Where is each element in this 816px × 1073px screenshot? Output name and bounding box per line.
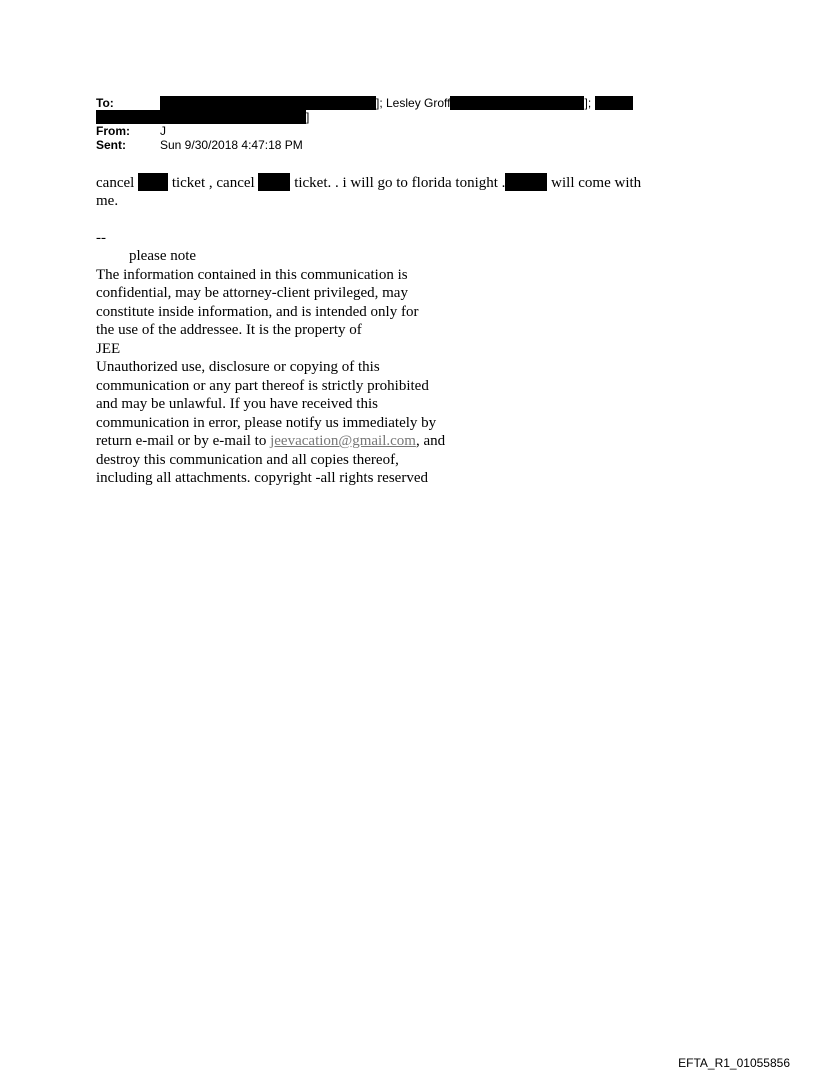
from-label: From: bbox=[96, 124, 130, 138]
signature-line: confidential, may be attorney-client privileged, may bbox=[96, 285, 408, 301]
to-value bbox=[160, 96, 633, 110]
sent-value: Sun 9/30/2018 4:47:18 PM bbox=[160, 138, 303, 152]
signature-line: destroy this communication and all copies thereof, bbox=[96, 451, 399, 468]
spacer bbox=[96, 210, 716, 229]
redaction-box bbox=[96, 110, 306, 124]
signature-line: Unauthorized use, disclosure or copying of this bbox=[96, 359, 380, 375]
redaction-box bbox=[258, 173, 290, 191]
signature-line: the use of the addressee. It is the property of bbox=[96, 322, 362, 338]
to-close-bracket: ] bbox=[306, 110, 310, 124]
sent-label: Sent: bbox=[96, 138, 126, 152]
sent-row bbox=[96, 138, 696, 152]
signature-line: constitute inside information, and is intended only for bbox=[96, 303, 419, 320]
email-link[interactable]: jeevacation@gmail.com bbox=[270, 433, 416, 449]
message-text: will come with bbox=[551, 175, 642, 191]
signature-line: JEE bbox=[96, 340, 121, 357]
signature-line: and may be unlawful. If you have received this bbox=[96, 396, 378, 412]
email-header bbox=[96, 96, 696, 152]
signature-line-with-link bbox=[96, 432, 716, 451]
redaction-box bbox=[160, 96, 376, 110]
message-text: ticket , cancel bbox=[171, 175, 255, 191]
signature-line: communication in error, please notify us immediately by bbox=[96, 414, 437, 431]
document-id: EFTA_R1_01055856 bbox=[678, 1056, 790, 1070]
to-visible-fragment: ]; Lesley Groff bbox=[376, 96, 451, 110]
to-separator: ]; bbox=[584, 96, 592, 110]
signature-line: communication or any part thereof is strictly prohibited bbox=[96, 377, 429, 394]
signature-dashes: -- bbox=[96, 229, 106, 246]
email-body bbox=[96, 173, 716, 488]
redaction-box bbox=[505, 173, 547, 191]
to-row bbox=[96, 96, 696, 110]
redaction-box bbox=[138, 173, 168, 191]
signature-line: including all attachments. copyright -all rights reserved bbox=[96, 470, 428, 486]
redaction-box bbox=[595, 96, 633, 110]
to-row-continued bbox=[96, 110, 696, 124]
signature-line: The information contained in this communication is bbox=[96, 266, 408, 283]
message-line bbox=[96, 173, 716, 192]
redaction-box bbox=[450, 96, 584, 110]
from-value: J bbox=[160, 124, 166, 138]
message-text: cancel bbox=[96, 175, 135, 191]
from-row bbox=[96, 124, 696, 138]
message-line: me. bbox=[96, 192, 119, 209]
message-text: ticket. . i will go to florida tonight . bbox=[294, 175, 506, 191]
return-suffix-text: , and bbox=[415, 433, 446, 449]
signature-heading: please note bbox=[129, 248, 197, 264]
to-label: To: bbox=[96, 96, 114, 110]
return-prefix-text: return e-mail or by e-mail to bbox=[96, 433, 271, 449]
